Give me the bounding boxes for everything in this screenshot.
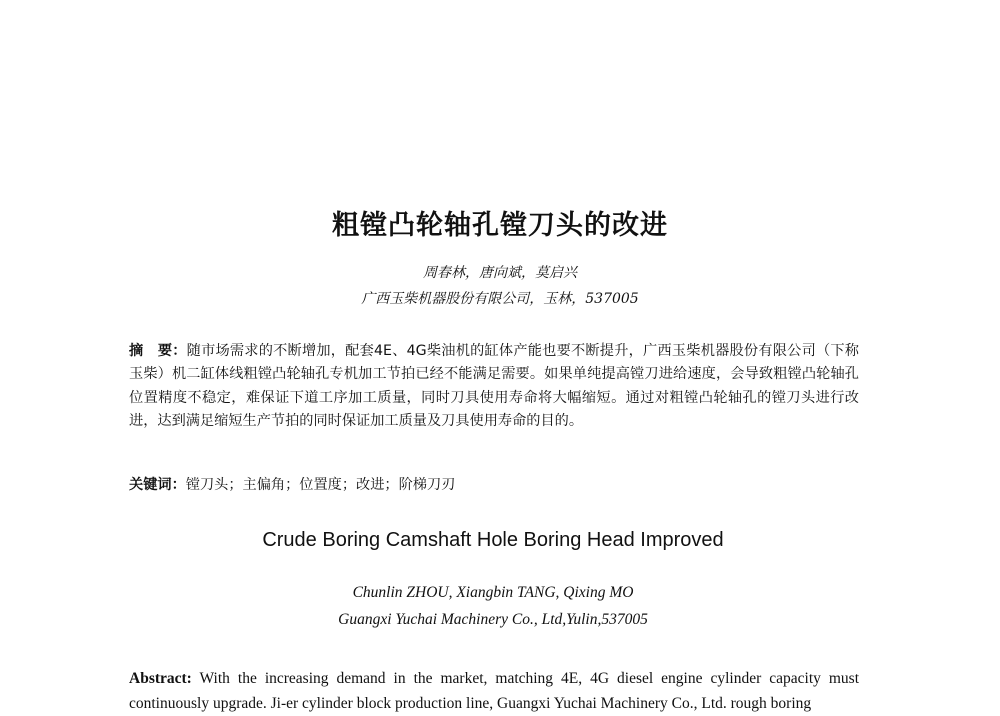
english-abstract: [129, 666, 859, 716]
english-authors: Chunlin ZHOU, Xiangbin TANG, Qixing MO: [352, 584, 634, 601]
english-abstract-label: Abstract:: [129, 670, 192, 687]
english-abstract-text: With the increasing demand in the market, matching 4E, 4G diesel engine cylinder capacity must continuously upgrade. Ji-er cylinder block production line, Guangxi Yuchai Machinery Co., Ltd. rough boring: [129, 670, 859, 712]
english-affiliation: Guangxi Yuchai Machinery Co., Ltd,Yulin,537005: [338, 611, 648, 628]
english-title: Crude Boring Camshaft Hole Boring Head Improved: [262, 529, 724, 551]
chinese-authors: 周春林，唐向斌，莫启兴: [423, 265, 577, 281]
chinese-keywords-label: 关键词：: [129, 477, 186, 493]
chinese-abstract-text: 随市场需求的不断增加，配套4E、4G柴油机的缸体产能也要不断提升，广西玉柴机器股份有限公司（下称玉柴）机二缸体线粗镗凸轮轴孔专机加工节拍已经不能满足需要。如果单纯提高镗刀进给速度，会导致粗镗凸轮轴孔位置精度不稳定，难保证下道工序加工质量，同时刀具使用寿命将大幅缩短。通过对粗镗凸轮轴孔的镗刀头进行改进，达到满足缩短生产节拍的同时保证加工质量及刀具使用寿命的目的。: [129, 343, 859, 430]
chinese-title: 粗镗凸轮轴孔镗刀头的改进: [332, 210, 668, 241]
chinese-abstract-label: 摘 要：: [129, 343, 187, 359]
chinese-keywords: [129, 474, 859, 497]
chinese-keywords-text: 镗刀头；主偏角；位置度；改进；阶梯刀刃: [185, 477, 456, 493]
chinese-abstract: [129, 340, 859, 434]
chinese-affiliation: 广西玉柴机器股份有限公司，玉林，537005: [361, 291, 639, 307]
